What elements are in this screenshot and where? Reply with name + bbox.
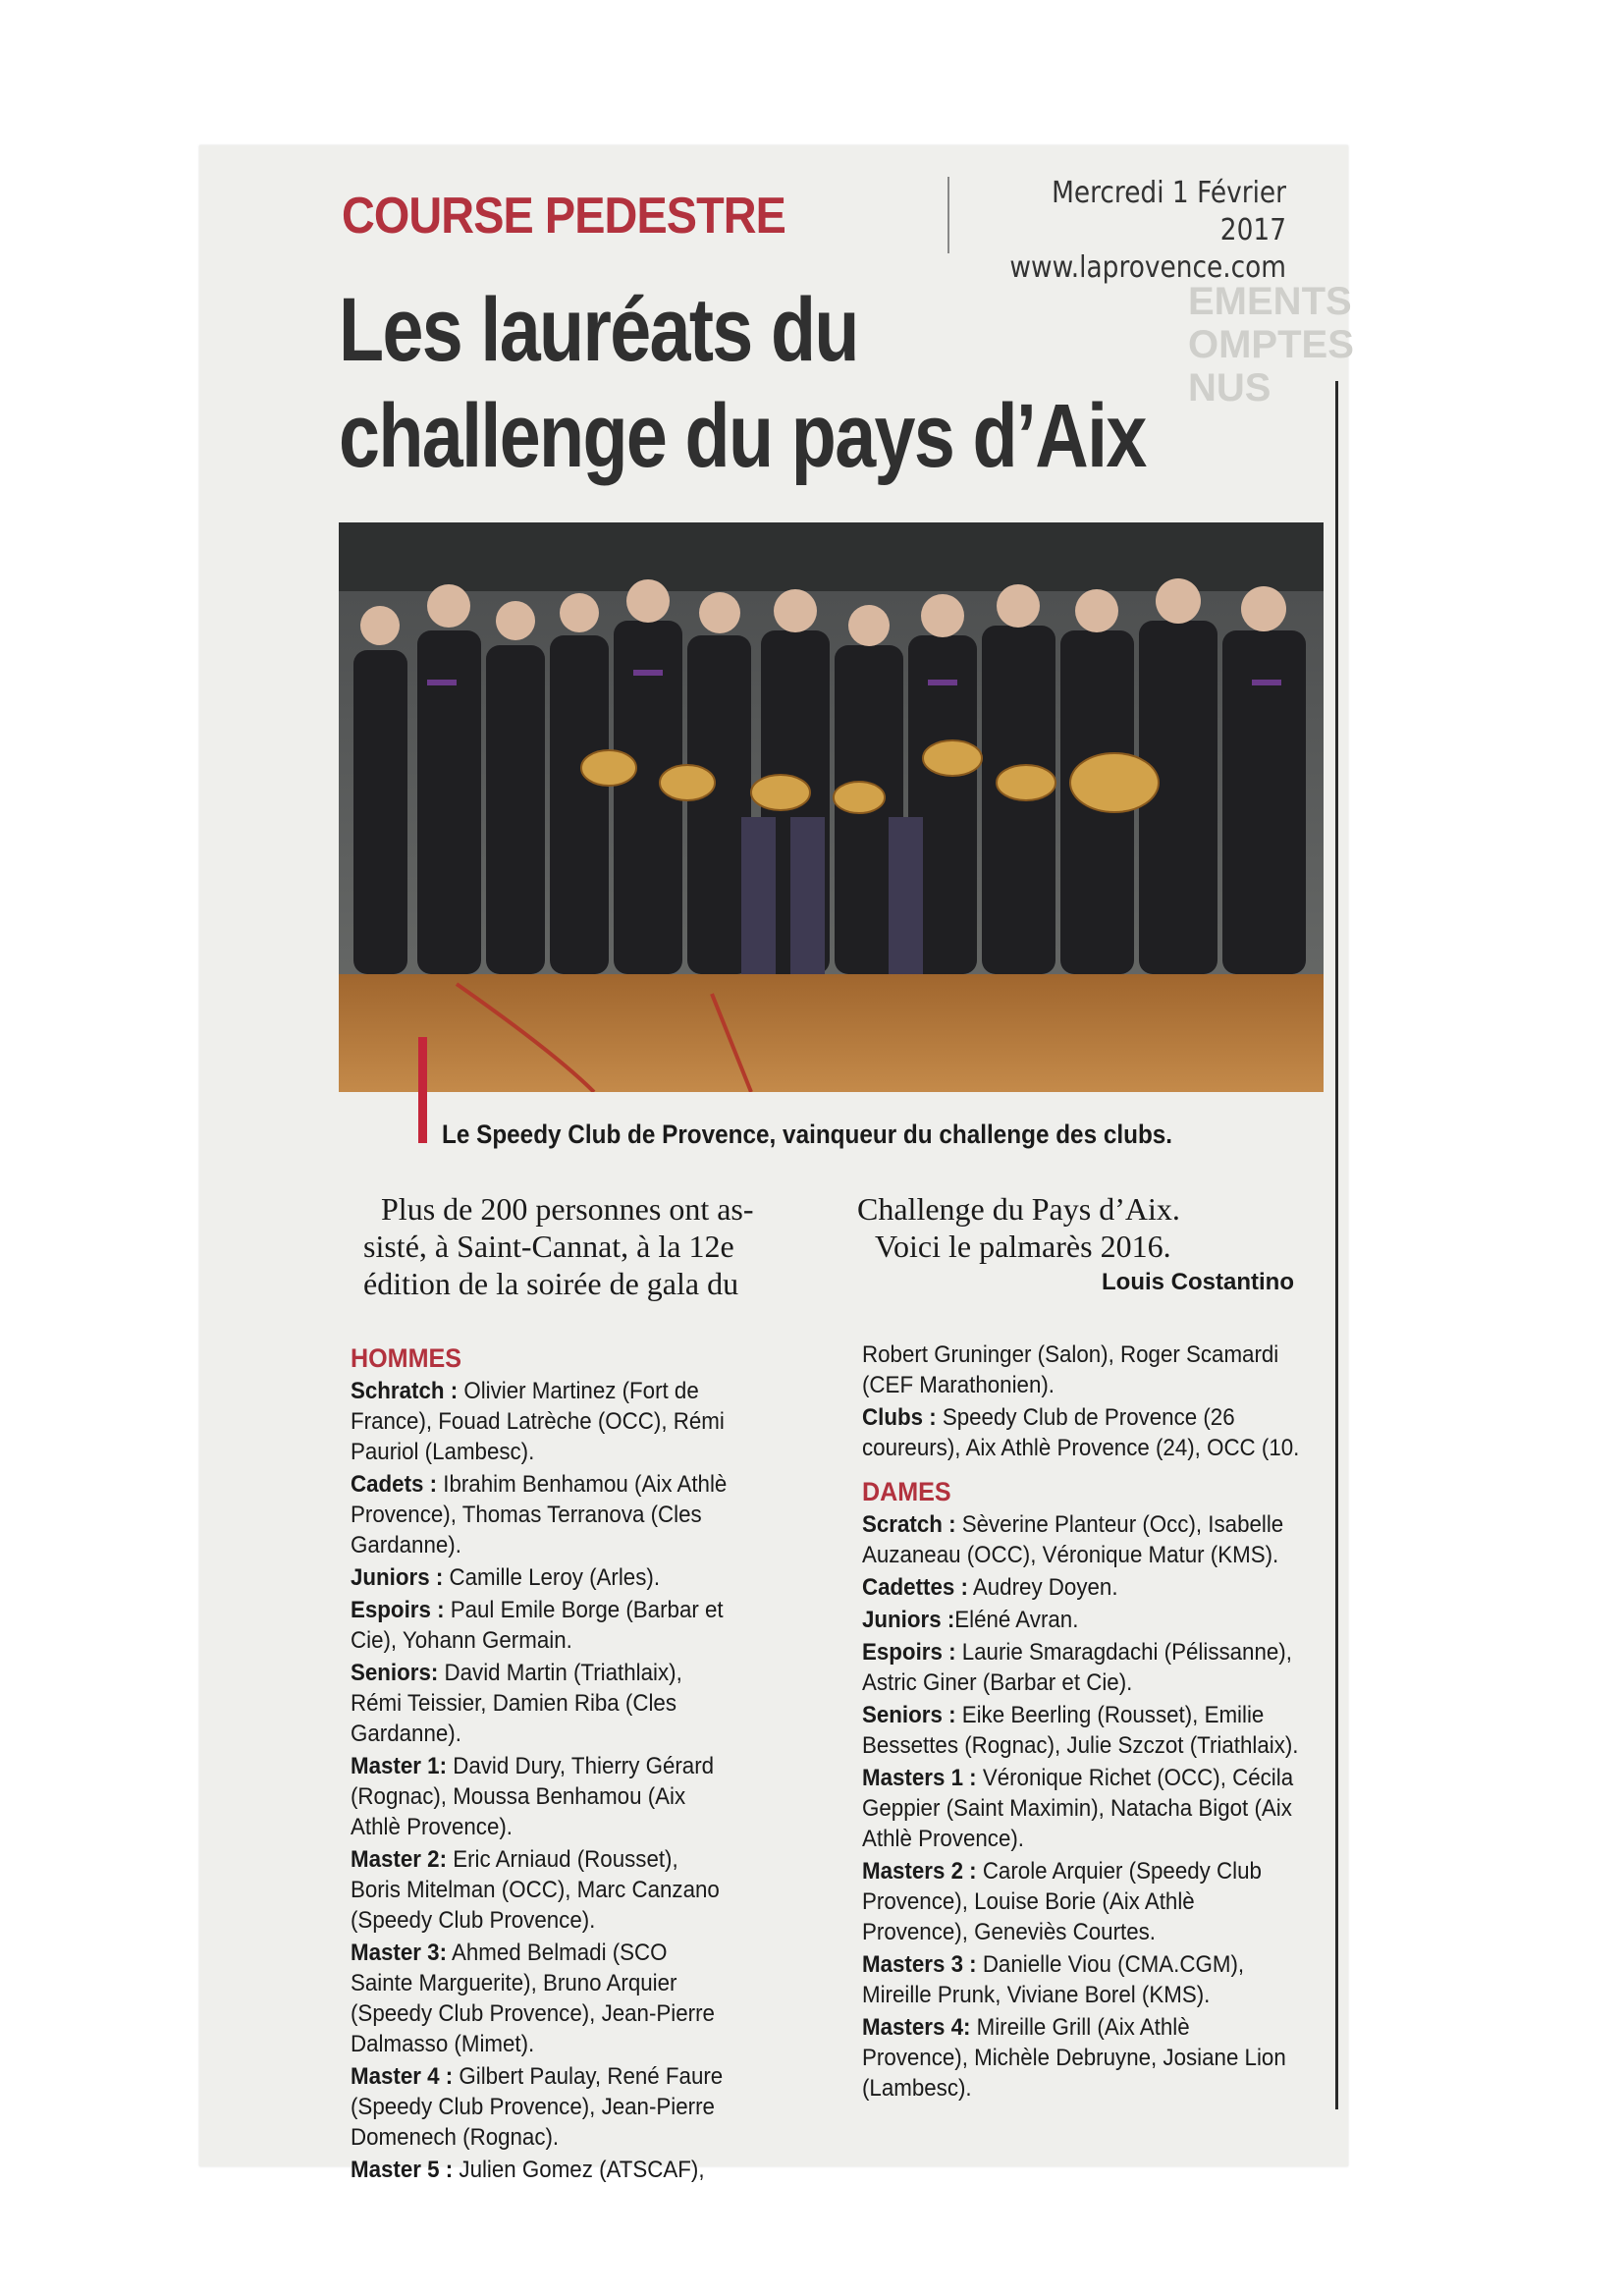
result-entry bbox=[862, 1402, 1300, 1463]
result-category: Cadets : bbox=[351, 1471, 438, 1498]
hommes-results-continued bbox=[862, 1339, 1300, 1463]
result-entry bbox=[351, 1376, 734, 1467]
dateline-divider bbox=[947, 177, 949, 253]
result-names: Laurie Smaragdachi (Pélissanne), Astric Giner (Barbar et Cie). bbox=[862, 1639, 1292, 1696]
result-category: Juniors : bbox=[351, 1564, 444, 1591]
result-entry bbox=[351, 1751, 734, 1842]
result-names: Danielle Viou (CMA.CGM), Mireille Prunk, Viviane Borel (KMS). bbox=[862, 1951, 1245, 2008]
result-names: Audrey Doyen. bbox=[967, 1574, 1118, 1601]
intro-line: édition de la soirée de gala du bbox=[363, 1266, 739, 1301]
result-names: Camille Leroy (Arles). bbox=[443, 1564, 661, 1591]
section-heading-hommes: HOMMES bbox=[351, 1343, 461, 1373]
result-entry bbox=[351, 1844, 734, 1936]
section-rubric: COURSE PEDESTRE bbox=[342, 188, 785, 245]
result-names: David Dury, Thierry Gérard (Rognac), Moussa Benhamou (Aix Athlè Provence). bbox=[351, 1753, 715, 1840]
result-entry bbox=[862, 1700, 1300, 1761]
publication-date: Mercredi 1 Février 2017 bbox=[1052, 176, 1286, 247]
result-category: Clubs : bbox=[862, 1404, 937, 1431]
result-names: Gilbert Paulay, René Faure (Speedy Club Provence), Jean-Pierre Domenech (Rognac). bbox=[351, 2063, 724, 2151]
intro-line: Plus de 200 personnes ont as- bbox=[381, 1191, 754, 1227]
result-names: Véronique Richet (OCC), Cécila Geppier (Saint Maximin), Natacha Bigot (Aix Athlè Provence). bbox=[862, 1765, 1294, 1852]
intro-column-1 bbox=[363, 1190, 825, 1302]
result-category: Master 3: bbox=[351, 1940, 447, 1966]
result-entry bbox=[351, 1469, 734, 1560]
result-category: Scratch : bbox=[862, 1511, 956, 1538]
intro-column-2 bbox=[857, 1190, 1319, 1265]
result-names: Eléné Avran. bbox=[954, 1607, 1079, 1633]
result-entry bbox=[862, 1572, 1300, 1603]
result-category: Masters 2 : bbox=[862, 1858, 977, 1885]
result-category: Schratch : bbox=[351, 1378, 459, 1404]
result-names: Ahmed Belmadi (SCO Sainte Marguerite), Bruno Arquier (Speedy Club Provence), Jean-Pierre Dalmasso (Mimet). bbox=[351, 1940, 715, 2057]
result-entry bbox=[862, 1856, 1300, 1947]
headline-line-2: challenge du pays d’Aix bbox=[339, 386, 1146, 486]
result-names: Sèverine Planteur (Occ), Isabelle Auzaneau (OCC), Véronique Matur (KMS). bbox=[862, 1511, 1284, 1568]
byline: Louis Costantino bbox=[1102, 1269, 1294, 1295]
intro-line: Challenge du Pays d’Aix. bbox=[857, 1191, 1180, 1227]
result-names: Julien Gomez (ATSCAF), bbox=[453, 2157, 705, 2183]
result-names: Eric Arniaud (Rousset), Boris Mitelman (OCC), Marc Canzano (Speedy Club Provence). bbox=[351, 1846, 720, 1934]
result-category: Masters 4: bbox=[862, 2014, 971, 2041]
bleed-through-text: EMENTS OMPTES NUS bbox=[1188, 280, 1354, 410]
result-entry bbox=[862, 1605, 1300, 1635]
intro-line: sisté, à Saint-Cannat, à la 12e bbox=[363, 1229, 734, 1264]
result-entry bbox=[862, 1339, 1300, 1400]
result-entry bbox=[351, 1938, 734, 2059]
result-category: Master 1: bbox=[351, 1753, 447, 1779]
caption-accent-bar bbox=[418, 1037, 427, 1143]
result-names: David Martin (Triathlaix), Rémi Teissier, Damien Riba (Cles Gardanne). bbox=[351, 1660, 682, 1747]
result-entry bbox=[351, 2155, 734, 2185]
results-right-column bbox=[862, 1339, 1300, 2105]
result-category: Master 4 : bbox=[351, 2063, 454, 2090]
result-entry bbox=[351, 1562, 734, 1593]
result-entry bbox=[862, 1763, 1300, 1854]
result-entry bbox=[862, 1509, 1300, 1570]
result-entry bbox=[862, 1949, 1300, 2010]
result-category: Seniors : bbox=[862, 1702, 956, 1728]
result-entry bbox=[351, 2061, 734, 2153]
publication-website: www.laprovence.com bbox=[1009, 250, 1286, 285]
result-category: Masters 3 : bbox=[862, 1951, 977, 1978]
result-names: Mireille Grill (Aix Athlè Provence), Michèle Debruyne, Josiane Lion (Lambesc). bbox=[862, 2014, 1286, 2102]
result-category: Masters 1 : bbox=[862, 1765, 977, 1791]
group-photo bbox=[339, 522, 1324, 1092]
result-names: Speedy Club de Provence (26 coureurs), Aix Athlè Provence (24), OCC (10. bbox=[862, 1404, 1300, 1461]
headline bbox=[339, 277, 1144, 489]
column-rule bbox=[1335, 381, 1338, 2109]
result-category: Juniors : bbox=[862, 1607, 955, 1633]
result-names: Olivier Martinez (Fort de France), Fouad Latrèche (OCC), Rémi Pauriol (Lambesc). bbox=[351, 1378, 725, 1465]
result-category: Seniors: bbox=[351, 1660, 439, 1686]
result-category: Espoirs : bbox=[351, 1597, 445, 1623]
result-entry bbox=[351, 1595, 734, 1656]
result-entry bbox=[862, 2012, 1300, 2104]
result-names: Eike Beerling (Rousset), Emilie Bessettes (Rognac), Julie Szczot (Triathlaix). bbox=[862, 1702, 1299, 1759]
result-category: Espoirs : bbox=[862, 1639, 956, 1666]
hommes-results-list bbox=[351, 1376, 734, 2185]
result-entry bbox=[351, 1658, 734, 1749]
intro-line: Voici le palmarès 2016. bbox=[875, 1229, 1171, 1264]
dames-results-list bbox=[862, 1509, 1300, 2104]
result-names: Carole Arquier (Speedy Club Provence), Louise Borie (Aix Athlè Provence), Geneviès Courtes. bbox=[862, 1858, 1262, 1945]
headline-line-1: Les lauréats du bbox=[339, 280, 858, 380]
result-entry bbox=[862, 1637, 1300, 1698]
result-category: Master 5 : bbox=[351, 2157, 454, 2183]
result-names: Robert Gruninger (Salon), Roger Scamardi (CEF Marathonien). bbox=[862, 1341, 1279, 1398]
result-category: Master 2: bbox=[351, 1846, 447, 1873]
photo-caption: Le Speedy Club de Provence, vainqueur du challenge des clubs. bbox=[442, 1120, 1173, 1149]
section-heading-dames: DAMES bbox=[862, 1477, 951, 1506]
result-names: Ibrahim Benhamou (Aix Athlè Provence), Thomas Terranova (Cles Gardanne). bbox=[351, 1471, 728, 1558]
result-category: Cadettes : bbox=[862, 1574, 968, 1601]
dateline bbox=[997, 175, 1286, 287]
result-names: Paul Emile Borge (Barbar et Cie), Yohann Germain. bbox=[351, 1597, 724, 1654]
results-hommes bbox=[351, 1343, 734, 2187]
group-photo-illustration bbox=[339, 522, 1324, 1092]
